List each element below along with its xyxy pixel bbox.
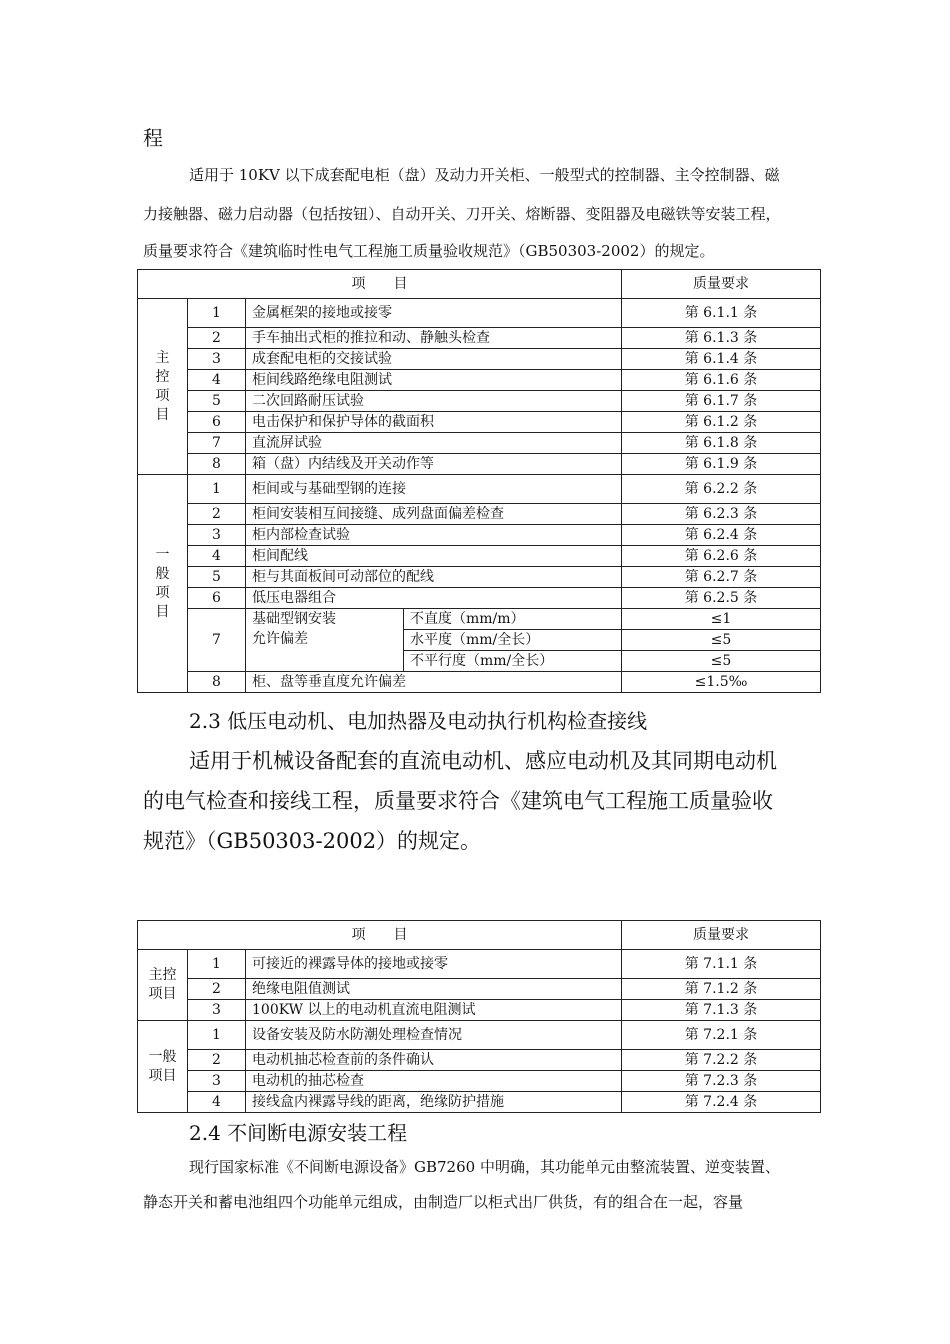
row-number: 2 [188, 328, 246, 349]
intro-line-1: 适用于 10KV 以下成套配电柜（盘）及动力开关柜、一般型式的控制器、主令控制器、磁 [189, 166, 780, 184]
row-requirement: ≤5 [622, 630, 821, 651]
row-item: 电动机的抽芯检查 [246, 1071, 622, 1092]
quality-table-2 [137, 920, 821, 1113]
row-requirement: 第 7.1.2 条 [622, 979, 821, 1000]
section-2-4-line-1: 现行国家标准《不间断电源设备》GB7260 中明确，其功能单元由整流装置、逆变装置、 [189, 1158, 780, 1176]
row-number: 3 [188, 349, 246, 370]
section-2-4-heading: 2.4 不间断电源安装工程 [189, 1121, 408, 1145]
row-item: 金属框架的接地或接零 [246, 299, 622, 328]
row-requirement: 第 7.2.3 条 [622, 1071, 821, 1092]
row-number: 4 [188, 370, 246, 391]
row-requirement: 第 6.2.4 条 [622, 525, 821, 546]
row-item: 直流屏试验 [246, 433, 622, 454]
row-requirement: ≤1.5‰ [622, 672, 821, 693]
row-number: 5 [188, 567, 246, 588]
table-row [138, 475, 821, 504]
table-row [138, 412, 821, 433]
row-requirement: 第 6.1.9 条 [622, 454, 821, 475]
row-item: 接线盒内裸露导线的距离，绝缘防护措施 [246, 1092, 622, 1113]
table-row [138, 370, 821, 391]
row-item: 电动机抽芯检查前的条件确认 [246, 1050, 622, 1071]
row-item: 可接近的裸露导体的接地或接零 [246, 950, 622, 979]
sub-item: 不平行度（mm/全长） [404, 651, 622, 672]
group-label-line-1: 主控 [148, 967, 177, 983]
row-number: 6 [188, 588, 246, 609]
row-item: 柜与其面板间可动部位的配线 [246, 567, 622, 588]
row-number: 5 [188, 391, 246, 412]
row-requirement: 第 6.2.3 条 [622, 504, 821, 525]
row-item: 低压电器组合 [246, 588, 622, 609]
sub-item: 不直度（mm/m） [404, 609, 622, 630]
row-item: 柜间安装相互间接缝、成列盘面偏差检查 [246, 504, 622, 525]
group-label-line-2: 项目 [148, 986, 177, 1002]
row-number: 7 [188, 609, 246, 672]
row-number: 6 [188, 412, 246, 433]
row-number: 1 [188, 1021, 246, 1050]
row-number: 4 [188, 1092, 246, 1113]
section-2-3-line-2: 的电气检查和接线工程，质量要求符合《建筑电气工程施工质量验收 [143, 789, 773, 813]
row-item: 柜间配线 [246, 546, 622, 567]
section-2-4-line-2: 静态开关和蓄电池组四个功能单元组成，由制造厂以柜式出厂供货，有的组合在一起，容量 [143, 1193, 744, 1211]
row-number: 2 [188, 979, 246, 1000]
row-number: 4 [188, 546, 246, 567]
row-requirement: 第 6.1.8 条 [622, 433, 821, 454]
row-requirement: 第 6.2.6 条 [622, 546, 821, 567]
row-number: 1 [188, 475, 246, 504]
group-main-control [138, 950, 188, 1021]
group-general: 一般项目 [138, 475, 188, 693]
group-label-line-2: 项目 [148, 1067, 177, 1084]
row-item: 100KW 以上的电动机直流电阻测试 [246, 1000, 622, 1021]
table-row [138, 1021, 821, 1050]
row-item: 电击保护和保护导体的截面积 [246, 412, 622, 433]
table-row [138, 328, 821, 349]
row-requirement: ≤1 [622, 609, 821, 630]
row-item: 柜间或与基础型钢的连接 [246, 475, 622, 504]
group-general [138, 1021, 188, 1113]
row-number: 1 [188, 299, 246, 328]
row-item: 柜内部检查试验 [246, 525, 622, 546]
row-item: 二次回路耐压试验 [246, 391, 622, 412]
row-requirement: 第 7.2.1 条 [622, 1021, 821, 1050]
row-requirement: 第 6.1.7 条 [622, 391, 821, 412]
table-row [138, 1000, 821, 1021]
row-item: 手车抽出式柜的推拉和动、静触头检查 [246, 328, 622, 349]
sub-item: 水平度（mm/全长） [404, 630, 622, 651]
row-requirement: 第 6.2.5 条 [622, 588, 821, 609]
continued-char: 程 [143, 126, 163, 150]
row-requirement: 第 6.1.4 条 [622, 349, 821, 370]
row-item: 成套配电柜的交接试验 [246, 349, 622, 370]
row-requirement: 第 7.2.4 条 [622, 1092, 821, 1113]
row-item-multiline [246, 609, 404, 672]
section-2-3-heading: 2.3 低压电动机、电加热器及电动执行机构检查接线 [189, 709, 648, 733]
table-row [138, 979, 821, 1000]
row-requirement: 第 6.1.2 条 [622, 412, 821, 433]
header-requirement: 质量要求 [622, 270, 821, 299]
table-row [138, 609, 821, 630]
intro-line-2: 力接触器、磁力启动器（包括按钮）、自动开关、刀开关、熔断器、变阻器及电磁铁等安装工程， [143, 205, 781, 223]
section-2-3-line-3: 规范》（GB50303-2002）的规定。 [143, 829, 482, 853]
row-item-line-2: 允许偏差 [252, 631, 308, 647]
row-item: 设备安装及防水防潮处理检查情况 [246, 1021, 622, 1050]
row-number: 3 [188, 525, 246, 546]
table-row [138, 299, 821, 328]
row-number: 3 [188, 1000, 246, 1021]
table-row [138, 349, 821, 370]
section-2-3-line-1: 适用于机械设备配套的直流电动机、感应电动机及其同期电动机 [189, 749, 777, 773]
row-requirement: 第 6.2.2 条 [622, 475, 821, 504]
table-row [138, 1050, 821, 1071]
header-item: 项 目 [138, 270, 622, 299]
row-number: 7 [188, 433, 246, 454]
table-row [138, 1092, 821, 1113]
table-row [138, 672, 821, 693]
row-number: 8 [188, 454, 246, 475]
row-requirement: 第 7.2.2 条 [622, 1050, 821, 1071]
table-row [138, 546, 821, 567]
header-item: 项 目 [138, 921, 622, 950]
row-number: 1 [188, 950, 246, 979]
quality-table-1 [137, 269, 821, 693]
group-label-line-1: 一般 [148, 1048, 177, 1065]
intro-line-3: 质量要求符合《建筑临时性电气工程施工质量验收规范》（GB50303-2002）的规定。 [143, 242, 715, 260]
row-item: 柜、盘等垂直度允许偏差 [246, 672, 622, 693]
table-row [138, 567, 821, 588]
table-row [138, 504, 821, 525]
row-requirement: ≤5 [622, 651, 821, 672]
row-requirement: 第 6.1.6 条 [622, 370, 821, 391]
row-requirement: 第 7.1.3 条 [622, 1000, 821, 1021]
table-row [138, 1071, 821, 1092]
table-row [138, 454, 821, 475]
table-row [138, 433, 821, 454]
table-row [138, 391, 821, 412]
row-number: 2 [188, 504, 246, 525]
row-requirement: 第 7.1.1 条 [622, 950, 821, 979]
row-number: 8 [188, 672, 246, 693]
table-row [138, 588, 821, 609]
row-number: 2 [188, 1050, 246, 1071]
row-item: 箱（盘）内结线及开关动作等 [246, 454, 622, 475]
row-requirement: 第 6.2.7 条 [622, 567, 821, 588]
group-main-control: 主控项目 [138, 299, 188, 475]
row-item-line-1: 基础型钢安装 [252, 611, 336, 627]
table-row [138, 950, 821, 979]
row-item: 柜间线路绝缘电阻测试 [246, 370, 622, 391]
table-row [138, 525, 821, 546]
row-item: 绝缘电阻值测试 [246, 979, 622, 1000]
row-requirement: 第 6.1.1 条 [622, 299, 821, 328]
row-requirement: 第 6.1.3 条 [622, 328, 821, 349]
header-requirement: 质量要求 [622, 921, 821, 950]
row-number: 3 [188, 1071, 246, 1092]
